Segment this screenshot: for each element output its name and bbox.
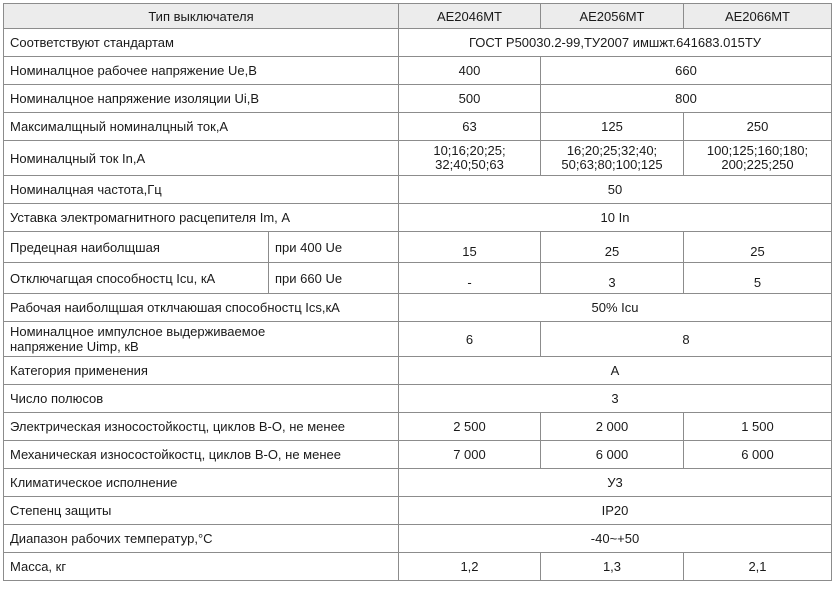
cell-value: 6 000	[541, 441, 684, 469]
cell-value: 25	[541, 232, 684, 263]
row-insulation-voltage	[4, 85, 832, 113]
header-type-label: Тип выключателя	[4, 4, 399, 29]
row-value: A	[399, 357, 832, 385]
row-label: Уставка электромагнитного расцепителя Im, А	[4, 204, 399, 232]
row-protection	[4, 497, 832, 525]
header-model-2: АЕ2056МТ	[541, 4, 684, 29]
row-climatic	[4, 469, 832, 497]
row-label-line: напряжение Uimp, кВ	[10, 339, 139, 354]
row-label: Предецная наиболщшая	[4, 232, 269, 263]
row-mechanical-life	[4, 441, 832, 469]
cell-value: 400	[399, 57, 541, 85]
row-category	[4, 357, 832, 385]
cell-value: 2 500	[399, 413, 541, 441]
cell-value: 250	[684, 113, 832, 141]
cell-value: 15	[399, 232, 541, 263]
row-sublabel: при 400 Ue	[269, 232, 399, 263]
spec-table	[3, 3, 832, 581]
row-label: Максималщный номиналцный ток,А	[4, 113, 399, 141]
cell-line: 16;20;25;32;40;	[566, 143, 658, 158]
row-temperature	[4, 525, 832, 553]
row-label: Отключагщая способностц Icu, кА	[4, 263, 269, 294]
cell-value: 125	[541, 113, 684, 141]
row-label: Соответствуют стандартам	[4, 29, 399, 57]
cell-value: 1,2	[399, 553, 541, 581]
header-row	[4, 4, 832, 29]
cell-value: 2,1	[684, 553, 832, 581]
cell-value: 8	[541, 322, 832, 357]
row-label: Диапазон рабочих температур,°C	[4, 525, 399, 553]
cell-line: 200;225;250	[721, 157, 794, 172]
row-value: 50	[399, 176, 832, 204]
row-value: 3	[399, 385, 832, 413]
row-electrical-life	[4, 413, 832, 441]
cell-value: 2 000	[541, 413, 684, 441]
row-em-release	[4, 204, 832, 232]
row-poles	[4, 385, 832, 413]
cell-value: 500	[399, 85, 541, 113]
cell-line: 10;16;20;25;	[433, 143, 506, 158]
row-impulse-voltage	[4, 322, 832, 357]
row-label: Рабочая наиболщшая отклчаюшая способностц Ics,кА	[4, 294, 399, 322]
row-label: Степенц защиты	[4, 497, 399, 525]
row-label: Номиналцный ток In,А	[4, 141, 399, 176]
cell-value	[399, 141, 541, 176]
row-standards	[4, 29, 832, 57]
row-breaking-660	[4, 263, 832, 294]
row-label: Число полюсов	[4, 385, 399, 413]
row-label-line: Номиналцное импулсное выдерживаемое	[10, 324, 266, 339]
row-label: Номиналцное рабочее напряжение Ue,В	[4, 57, 399, 85]
row-value: У3	[399, 469, 832, 497]
cell-value: 1,3	[541, 553, 684, 581]
cell-value: 1 500	[684, 413, 832, 441]
row-value: 50% Icu	[399, 294, 832, 322]
row-value: IP20	[399, 497, 832, 525]
cell-value: 6	[399, 322, 541, 357]
row-service-breaking	[4, 294, 832, 322]
row-label	[4, 322, 399, 357]
cell-value: 800	[541, 85, 832, 113]
cell-value	[541, 141, 684, 176]
row-frequency	[4, 176, 832, 204]
cell-value: 660	[541, 57, 832, 85]
row-label: Климатическое исполнение	[4, 469, 399, 497]
header-model-1: АЕ2046МТ	[399, 4, 541, 29]
cell-line: 100;125;160;180;	[706, 143, 809, 158]
row-rated-current	[4, 141, 832, 176]
row-value: 10 In	[399, 204, 832, 232]
cell-value: 3	[541, 263, 684, 294]
header-model-3: АЕ2066МТ	[684, 4, 832, 29]
row-label: Механическая износостойкостц, циклов В-О, не менее	[4, 441, 399, 469]
row-sublabel: при 660 Ue	[269, 263, 399, 294]
row-value: ГОСТ Р50030.2-99,ТУ2007 имшжт.641683.015ТУ	[399, 29, 832, 57]
row-mass	[4, 553, 832, 581]
row-value: -40~+50	[399, 525, 832, 553]
cell-value: -	[399, 263, 541, 294]
cell-value: 6 000	[684, 441, 832, 469]
cell-value	[684, 141, 832, 176]
row-rated-voltage	[4, 57, 832, 85]
cell-line: 50;63;80;100;125	[561, 157, 663, 172]
row-label: Номиналцное напряжение изоляции Ui,В	[4, 85, 399, 113]
cell-value: 63	[399, 113, 541, 141]
row-label: Масса, кг	[4, 553, 399, 581]
row-label: Категория применения	[4, 357, 399, 385]
cell-value: 5	[684, 263, 832, 294]
row-label: Номиналцная частота,Гц	[4, 176, 399, 204]
cell-line: 32;40;50;63	[435, 157, 504, 172]
row-max-current	[4, 113, 832, 141]
row-label: Электрическая износостойкостц, циклов В-О, не менее	[4, 413, 399, 441]
row-breaking-400	[4, 232, 832, 263]
cell-value: 25	[684, 232, 832, 263]
cell-value: 7 000	[399, 441, 541, 469]
